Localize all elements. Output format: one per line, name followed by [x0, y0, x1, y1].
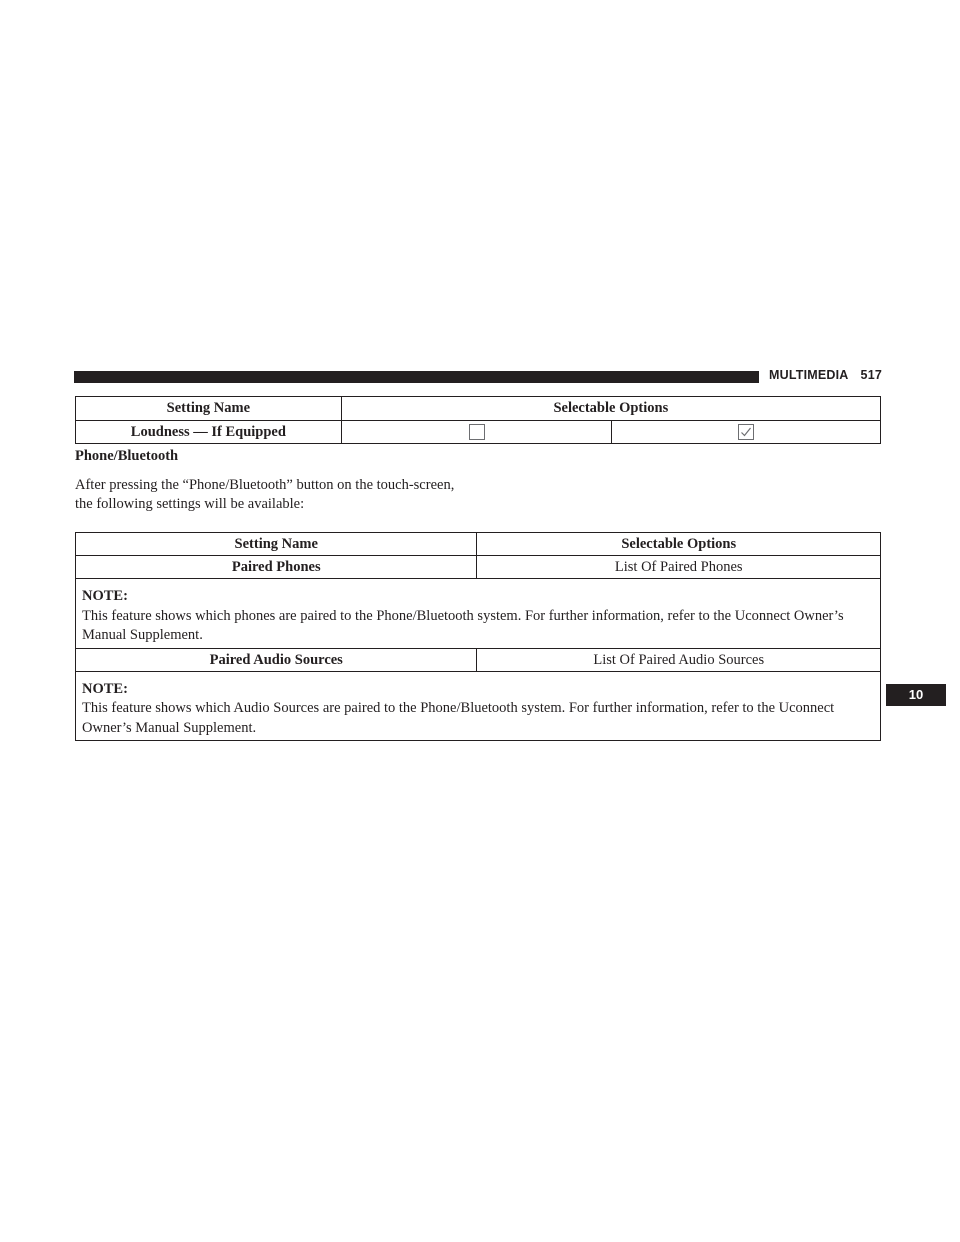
option-cell-on	[612, 421, 881, 444]
setting-name-cell: Paired Audio Sources	[76, 648, 477, 671]
loudness-settings-table	[75, 396, 881, 444]
setting-name-cell: Loudness — If Equipped	[76, 421, 342, 444]
section-title: MULTIMEDIA	[769, 368, 849, 382]
header-rule	[74, 371, 759, 383]
option-cell-off	[341, 421, 612, 444]
note-label: NOTE:	[82, 680, 128, 697]
table-row	[76, 556, 881, 579]
table-header-row	[76, 397, 881, 421]
column-header-setting-name: Setting Name	[76, 397, 342, 421]
option-cell: List Of Paired Phones	[477, 556, 881, 579]
page-number: 517	[860, 368, 883, 382]
note-cell	[76, 671, 881, 741]
table-header-row	[76, 533, 881, 556]
column-header-setting-name: Setting Name	[76, 533, 477, 556]
intro-paragraph: After pressing the “Phone/Bluetooth” button on the touch-screen, the following settings will be available:	[75, 477, 455, 512]
chapter-tab: 10	[886, 684, 946, 706]
note-row	[76, 579, 881, 649]
table-row	[76, 421, 881, 444]
checked-box-icon	[738, 424, 754, 440]
option-cell: List Of Paired Audio Sources	[477, 648, 881, 671]
column-header-selectable-options: Selectable Options	[341, 397, 880, 421]
note-row	[76, 671, 881, 741]
note-text: This feature shows which phones are paired to the Phone/Bluetooth system. For further information, refer to the Uconnect Owner’s Manual Supplement.	[82, 607, 844, 643]
note-cell	[76, 579, 881, 649]
note-label: NOTE:	[82, 588, 128, 604]
unchecked-box-icon	[469, 424, 485, 440]
table-row	[76, 648, 881, 671]
column-header-selectable-options: Selectable Options	[477, 533, 881, 556]
note-text: This feature shows which Audio Sources are paired to the Phone/Bluetooth system. For further information, refer to the Uconnect Owner’s Manual Supplement.	[82, 700, 835, 736]
setting-name-cell: Paired Phones	[76, 556, 477, 579]
page-header	[769, 368, 882, 382]
phone-bluetooth-settings-table	[75, 532, 881, 741]
section-heading: Phone/Bluetooth	[75, 448, 179, 464]
